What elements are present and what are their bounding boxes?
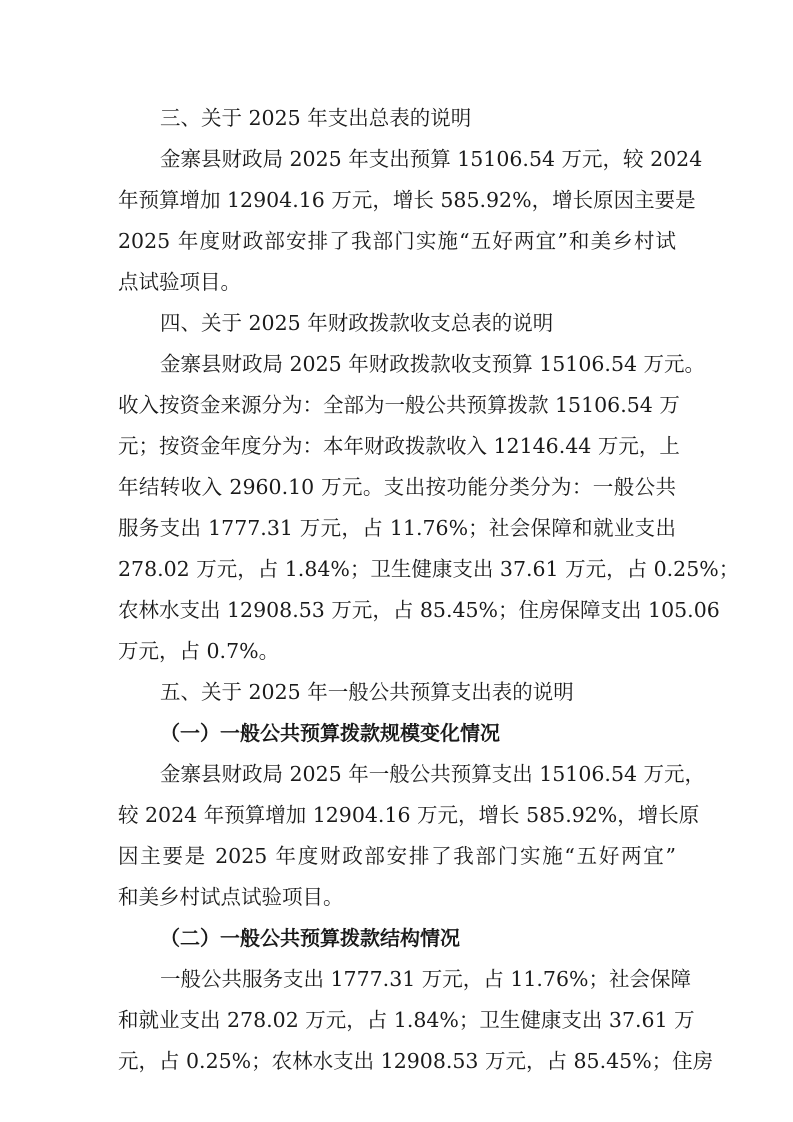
paragraph-line: 收入按资金来源分为：全部为一般公共预算拨款 15106.54 万 bbox=[118, 393, 680, 417]
paragraph-line: 和就业支出 278.02 万元，占 1.84%；卫生健康支出 37.61 万 bbox=[118, 1008, 695, 1032]
paragraph-line: 金寨县财政局 2025 年财政拨款收支预算 15106.54 万元。 bbox=[160, 352, 706, 376]
paragraph-line: 农林水支出 12908.53 万元，占 85.45%；住房保障支出 105.06 bbox=[118, 598, 720, 622]
paragraph-line: 万元，占 0.7%。 bbox=[118, 639, 280, 663]
paragraph-line: 年预算增加 12904.16 万元，增长 585.92%，增长原因主要是 bbox=[118, 188, 696, 212]
section-heading-3: 三、关于 2025 年支出总表的说明 bbox=[160, 106, 472, 130]
section-heading-5: 五、关于 2025 年一般公共预算支出表的说明 bbox=[160, 680, 574, 704]
subsection-heading-2: （二）一般公共预算拨款结构情况 bbox=[160, 926, 460, 950]
subsection-heading-1: （一）一般公共预算拨款规模变化情况 bbox=[160, 721, 500, 745]
paragraph-line: 较 2024 年预算增加 12904.16 万元，增长 585.92%，增长原 bbox=[118, 803, 700, 827]
paragraph-line: 因主要是 2025 年度财政部安排了我部门实施“五好两宜” bbox=[118, 844, 676, 868]
paragraph-line: 一般公共服务支出 1777.31 万元，占 11.76%；社会保障 bbox=[160, 967, 691, 991]
paragraph-line: 元；按资金年度分为：本年财政拨款收入 12146.44 万元，上 bbox=[118, 434, 680, 458]
paragraph-line: 年结转收入 2960.10 万元。支出按功能分类分为：一般公共 bbox=[118, 475, 676, 499]
paragraph-line: 金寨县财政局 2025 年支出预算 15106.54 万元，较 2024 bbox=[160, 147, 703, 171]
paragraph-line: 元，占 0.25%；农林水支出 12908.53 万元，占 85.45%；住房 bbox=[118, 1049, 714, 1073]
paragraph-line: 和美乡村试点试验项目。 bbox=[118, 885, 344, 909]
section-heading-4: 四、关于 2025 年财政拨款收支总表的说明 bbox=[160, 311, 554, 335]
paragraph-line: 278.02 万元，占 1.84%；卫生健康支出 37.61 万元，占 0.25%； bbox=[118, 557, 740, 581]
paragraph-line: 服务支出 1777.31 万元，占 11.76%；社会保障和就业支出 bbox=[118, 516, 676, 540]
paragraph-line: 金寨县财政局 2025 年一般公共预算支出 15106.54 万元， bbox=[160, 762, 706, 786]
paragraph-line: 点试验项目。 bbox=[118, 270, 241, 294]
paragraph-line: 2025 年度财政部安排了我部门实施“五好两宜”和美乡村试 bbox=[118, 229, 676, 253]
